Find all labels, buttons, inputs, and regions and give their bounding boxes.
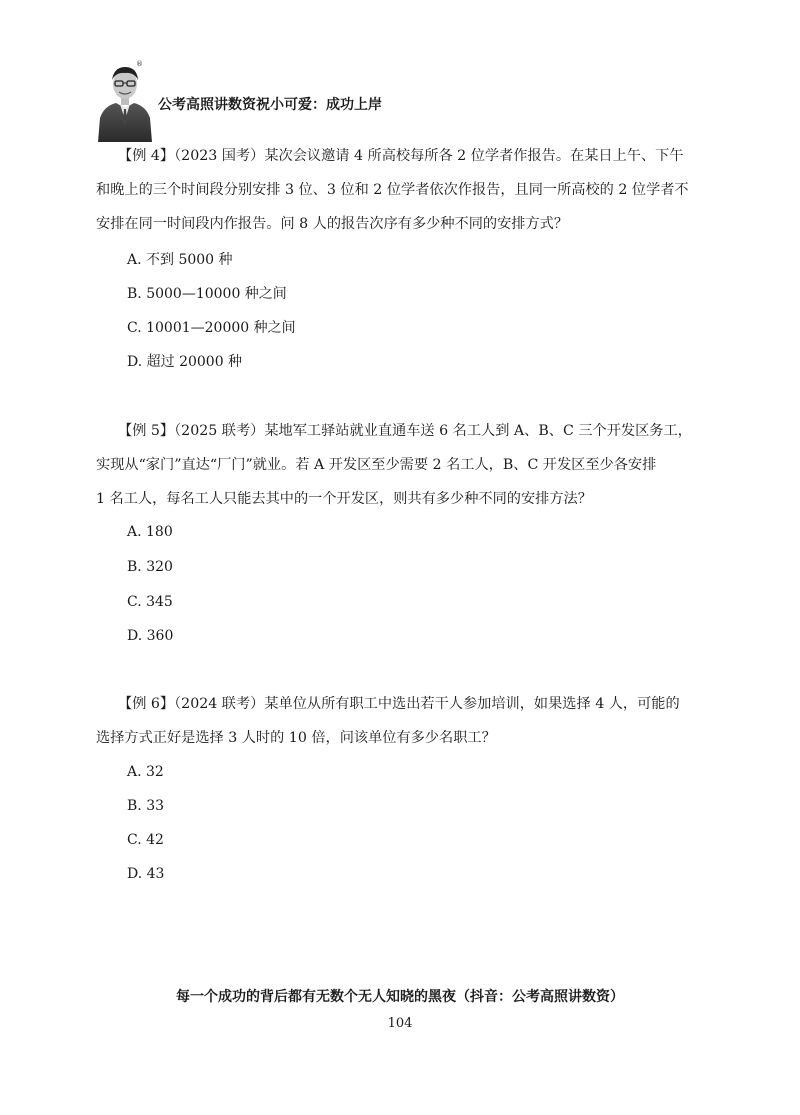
- question-line: 选择方式正好是选择 3 人时的 10 倍，问该单位有多少名职工？: [96, 730, 496, 746]
- option-c: C. 10001—20000 种之间: [127, 320, 296, 336]
- question-line: 【例 5】（2025 联考）某地军工驿站就业直通车送 6 名工人到 A、B、C 三个开发区务工，: [118, 423, 692, 439]
- footer-slogan: 每一个成功的背后都有无数个无人知晓的黑夜（抖音：公考高照讲数资）: [176, 989, 624, 1005]
- option-d: D. 超过 20000 种: [127, 354, 243, 370]
- question-line: 1 名工人，每名工人只能去其中的一个开发区，则共有多少种不同的安排方法？: [96, 491, 592, 507]
- option-b: B. 320: [127, 559, 173, 575]
- option-d: D. 43: [127, 866, 165, 882]
- page-number: 104: [387, 1016, 413, 1031]
- option-a: A. 32: [127, 764, 164, 780]
- question-line: 【例 6】（2024 联考）某单位从所有职工中选出若干人参加培训，如果选择 4 人，可能的: [118, 696, 680, 712]
- option-b: B. 33: [127, 798, 165, 814]
- option-a: A. 180: [127, 524, 173, 540]
- author-avatar: [96, 62, 154, 142]
- option-d: D. 360: [127, 628, 174, 644]
- question-line: 安排在同一时间段内作报告。问 8 人的报告次序有多少种不同的安排方式？: [96, 216, 569, 232]
- option-b: B. 5000—10000 种之间: [127, 286, 287, 302]
- registered-mark: ®: [136, 60, 143, 68]
- option-a: A. 不到 5000 种: [127, 252, 233, 268]
- page-header: [96, 62, 596, 144]
- option-c: C. 42: [127, 832, 164, 848]
- question-line: 【例 4】（2023 国考）某次会议邀请 4 所高校每所各 2 位学者作报告。在某日上午、下午: [118, 148, 684, 164]
- option-c: C. 345: [127, 594, 173, 610]
- question-line: 实现从“家门”直达“厂门”就业。若 A 开发区至少需要 2 名工人，B、C 开发区至少各安排: [96, 457, 657, 473]
- question-line: 和晚上的三个时间段分别安排 3 位、3 位和 2 位学者依次作报告，且同一所高校的 2 位学者不: [96, 182, 689, 198]
- header-title: 公考高照讲数资祝小可爱：成功上岸: [158, 97, 382, 113]
